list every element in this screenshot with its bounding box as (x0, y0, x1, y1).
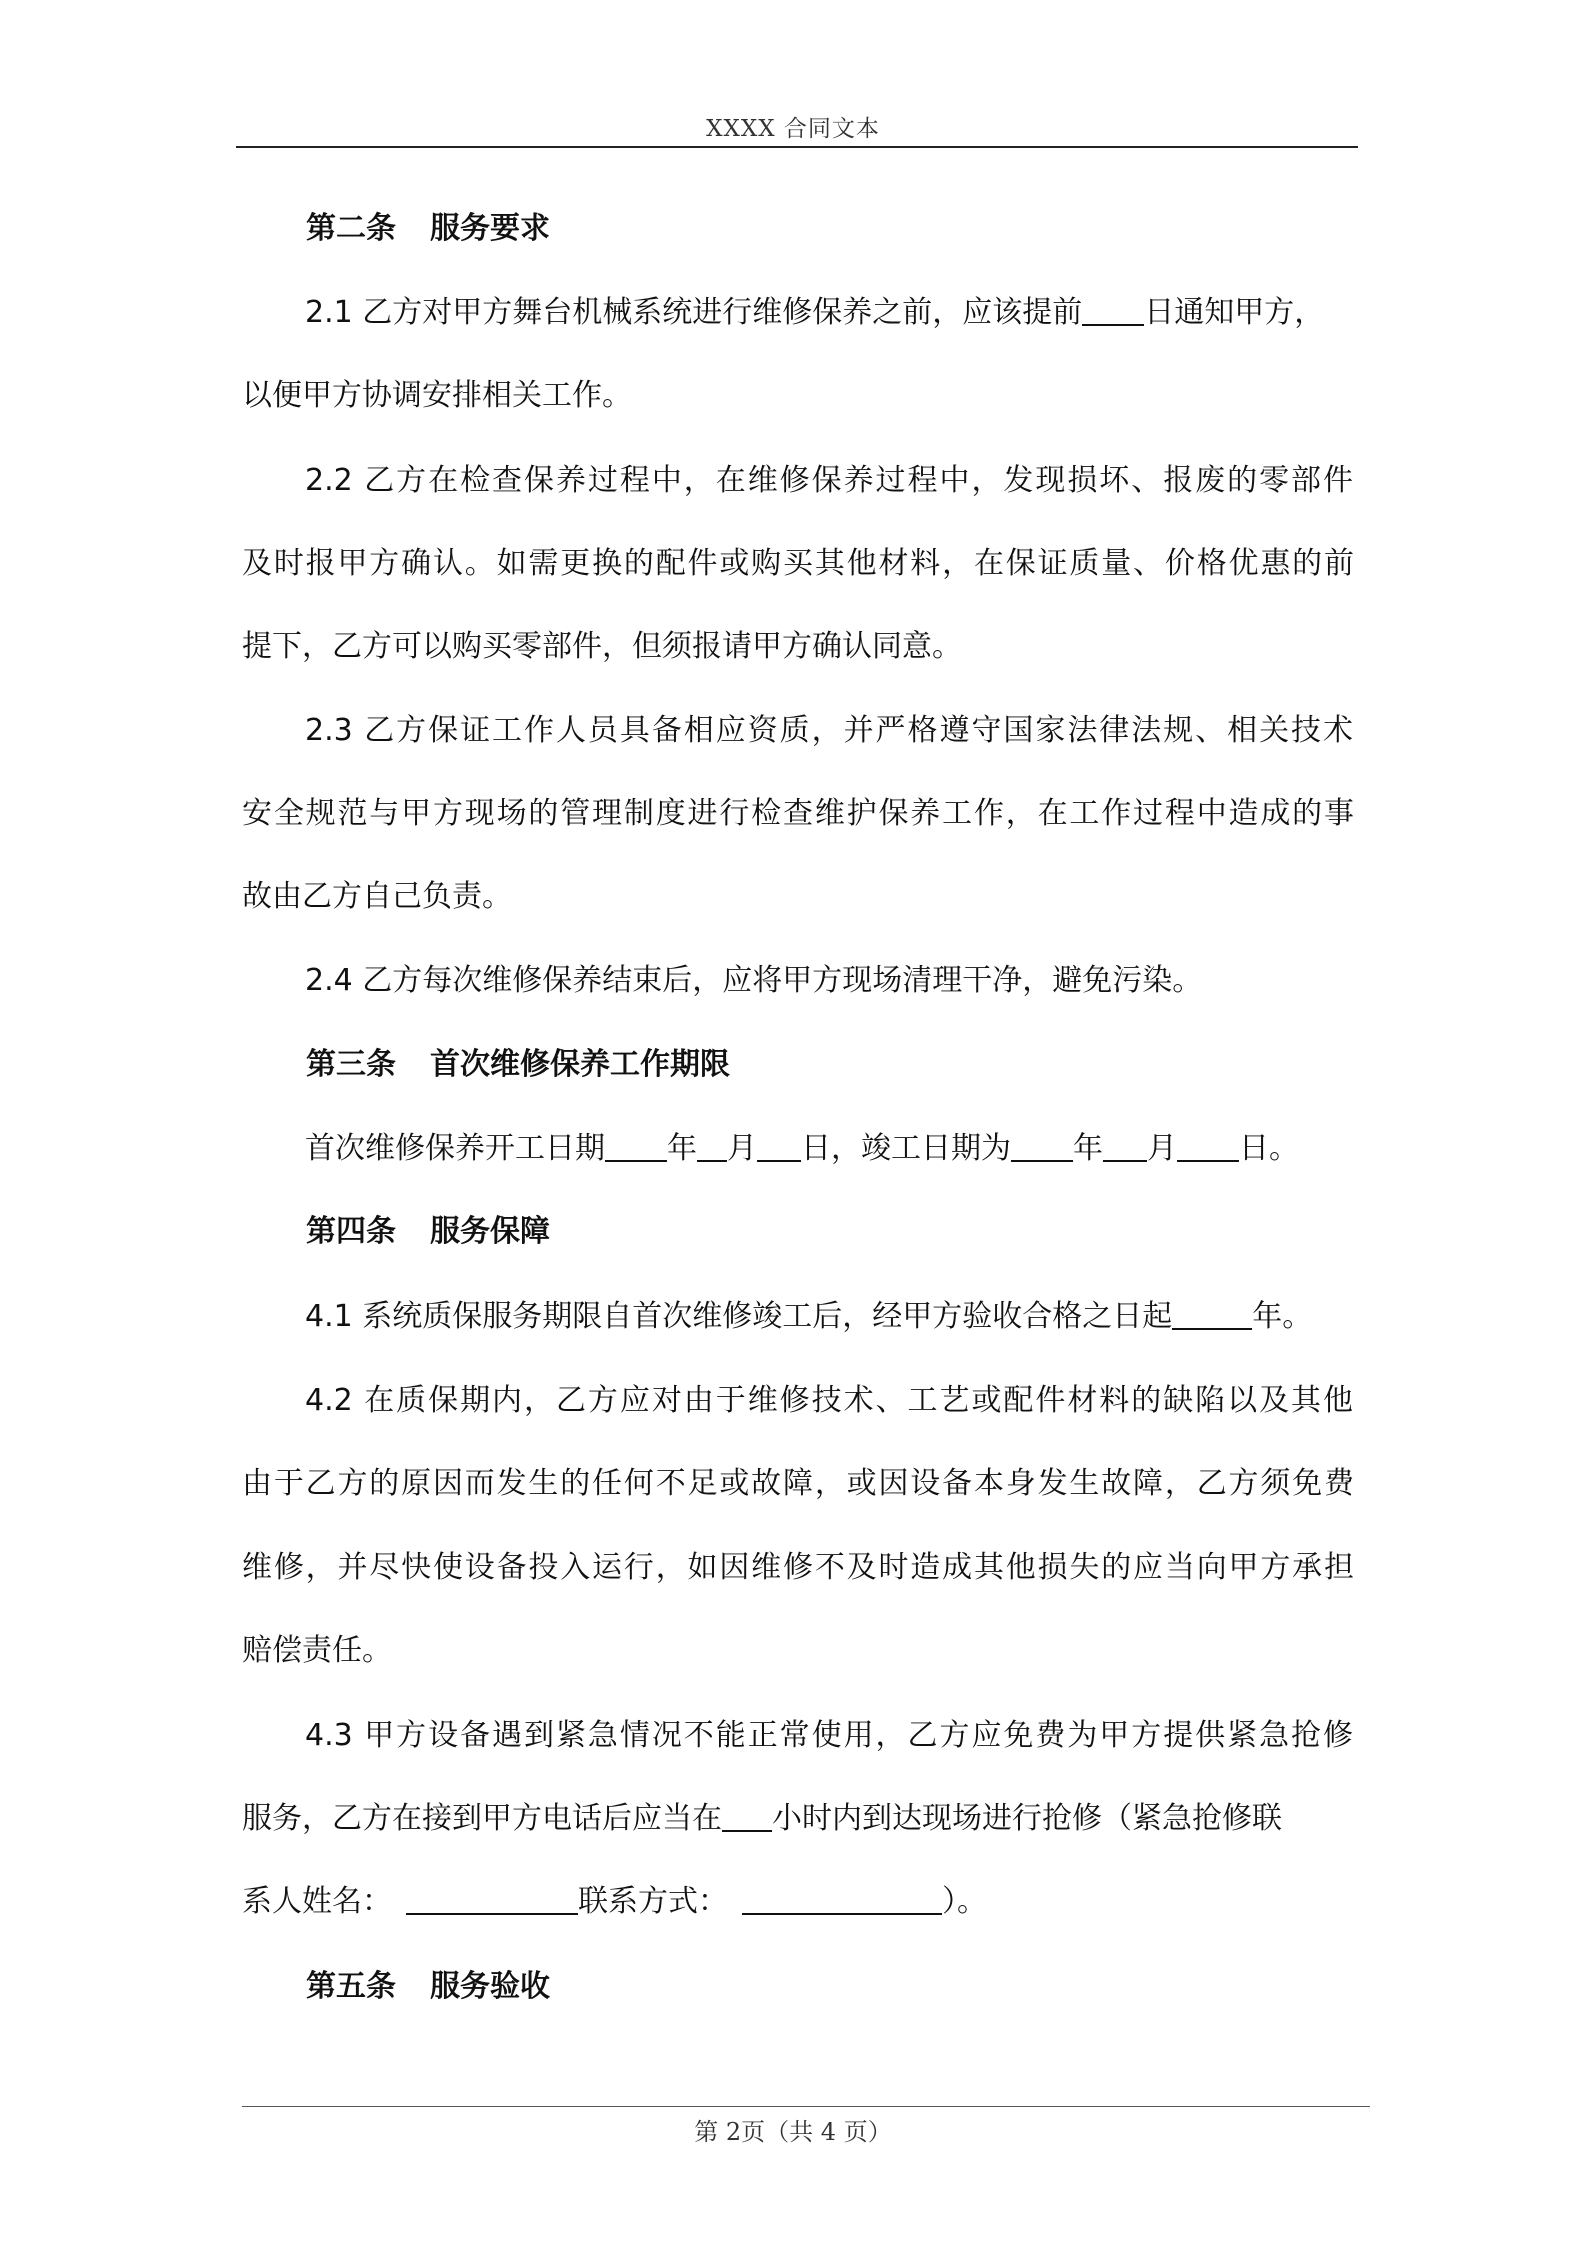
article-2-title: 服务要求 (430, 211, 550, 246)
article-5-title: 服务验收 (430, 1969, 550, 2004)
warranty-years-blank[interactable] (1172, 1298, 1252, 1330)
clause-4-2-line-4: 赔偿责任。 (242, 1633, 392, 1668)
article-4-heading (306, 1207, 1426, 1257)
header-divider (236, 146, 1358, 148)
clause-2-2-line-3: 提下，乙方可以购买零部件，但须报请甲方确认同意。 (242, 629, 962, 664)
response-hours-blank[interactable] (722, 1800, 772, 1832)
article-5-heading (306, 1962, 1426, 2012)
clause-2-1-line-2: 以便甲方协调安排相关工作。 (242, 378, 632, 413)
article-4-title: 服务保障 (430, 1214, 550, 1249)
end-year-blank[interactable] (1011, 1130, 1073, 1162)
footer-divider (242, 2106, 1370, 2107)
clause-2-4-line-1: 2.4 乙方每次维修保养结束后，应将甲方现场清理干净，避免污染。 (305, 963, 1203, 998)
end-day-blank[interactable] (1177, 1130, 1239, 1162)
clause-4-2-line-1: 4.2 在质保期内，乙方应对由于维修技术、工艺或配件材料的缺陷以及其他 (305, 1383, 1353, 1418)
article-3-number: 第三条 (306, 1047, 396, 1082)
clause-4-3-line-3: 系人姓名： 联系方式： ）。 (242, 1884, 987, 1919)
clause-2-1-line-1: 2.1 乙方对甲方舞台机械系统进行维修保养之前，应该提前 日通知甲方， (305, 295, 1325, 330)
page-number: 第 2页（共 4 页） (694, 2118, 892, 2146)
clause-4-3-line-2: 服务，乙方在接到甲方电话后应当在 小时内到达现场进行抢修（紧急抢修联 (242, 1801, 1282, 1836)
clause-2-2-line-1: 2.2 乙方在检查保养过程中，在维修保养过程中，发现损坏、报废的零部件 (305, 463, 1353, 498)
start-month-blank[interactable] (697, 1130, 727, 1162)
start-year-blank[interactable] (605, 1130, 667, 1162)
article-4-number: 第四条 (306, 1214, 396, 1249)
clause-4-2-line-2: 由于乙方的原因而发生的任何不足或故障，或因设备本身发生故障，乙方须免费 (242, 1466, 1354, 1501)
clause-4-3-line-1: 4.3 甲方设备遇到紧急情况不能正常使用，乙方应免费为甲方提供紧急抢修 (305, 1718, 1353, 1753)
article-2-heading (306, 204, 1426, 254)
clause-2-3-line-1: 2.3 乙方保证工作人员具备相应资质，并严格遵守国家法律法规、相关技术 (305, 713, 1353, 748)
article-2-number: 第二条 (306, 211, 396, 246)
clause-2-2-line-2: 及时报甲方确认。如需更换的配件或购买其他材料，在保证质量、价格优惠的前 (242, 546, 1354, 581)
start-day-blank[interactable] (757, 1130, 801, 1162)
contact-name-blank[interactable] (406, 1883, 578, 1915)
article-5-number: 第五条 (306, 1969, 396, 2004)
clause-2-3-line-3: 故由乙方自己负责。 (242, 879, 512, 914)
document-header-title: XXXX 合同文本 (706, 116, 880, 142)
article-3-heading (306, 1040, 1426, 1090)
clause-4-2-line-3: 维修，并尽快使设备投入运行，如因维修不及时造成其他损失的应当向甲方承担 (242, 1550, 1354, 1585)
end-month-blank[interactable] (1103, 1130, 1147, 1162)
clause-3-dates-line: 首次维修保养开工日期 年 月 日，竣工日期为 年 月 日。 (305, 1131, 1299, 1166)
notice-days-blank[interactable] (1082, 294, 1144, 326)
article-3-title: 首次维修保养工作期限 (430, 1047, 730, 1082)
contact-phone-blank[interactable] (742, 1883, 942, 1915)
clause-2-3-line-2: 安全规范与甲方现场的管理制度进行检查维护保养工作，在工作过程中造成的事 (242, 796, 1354, 831)
clause-4-1-line-1: 4.1 系统质保服务期限自首次维修竣工后，经甲方验收合格之日起 年。 (305, 1299, 1313, 1334)
